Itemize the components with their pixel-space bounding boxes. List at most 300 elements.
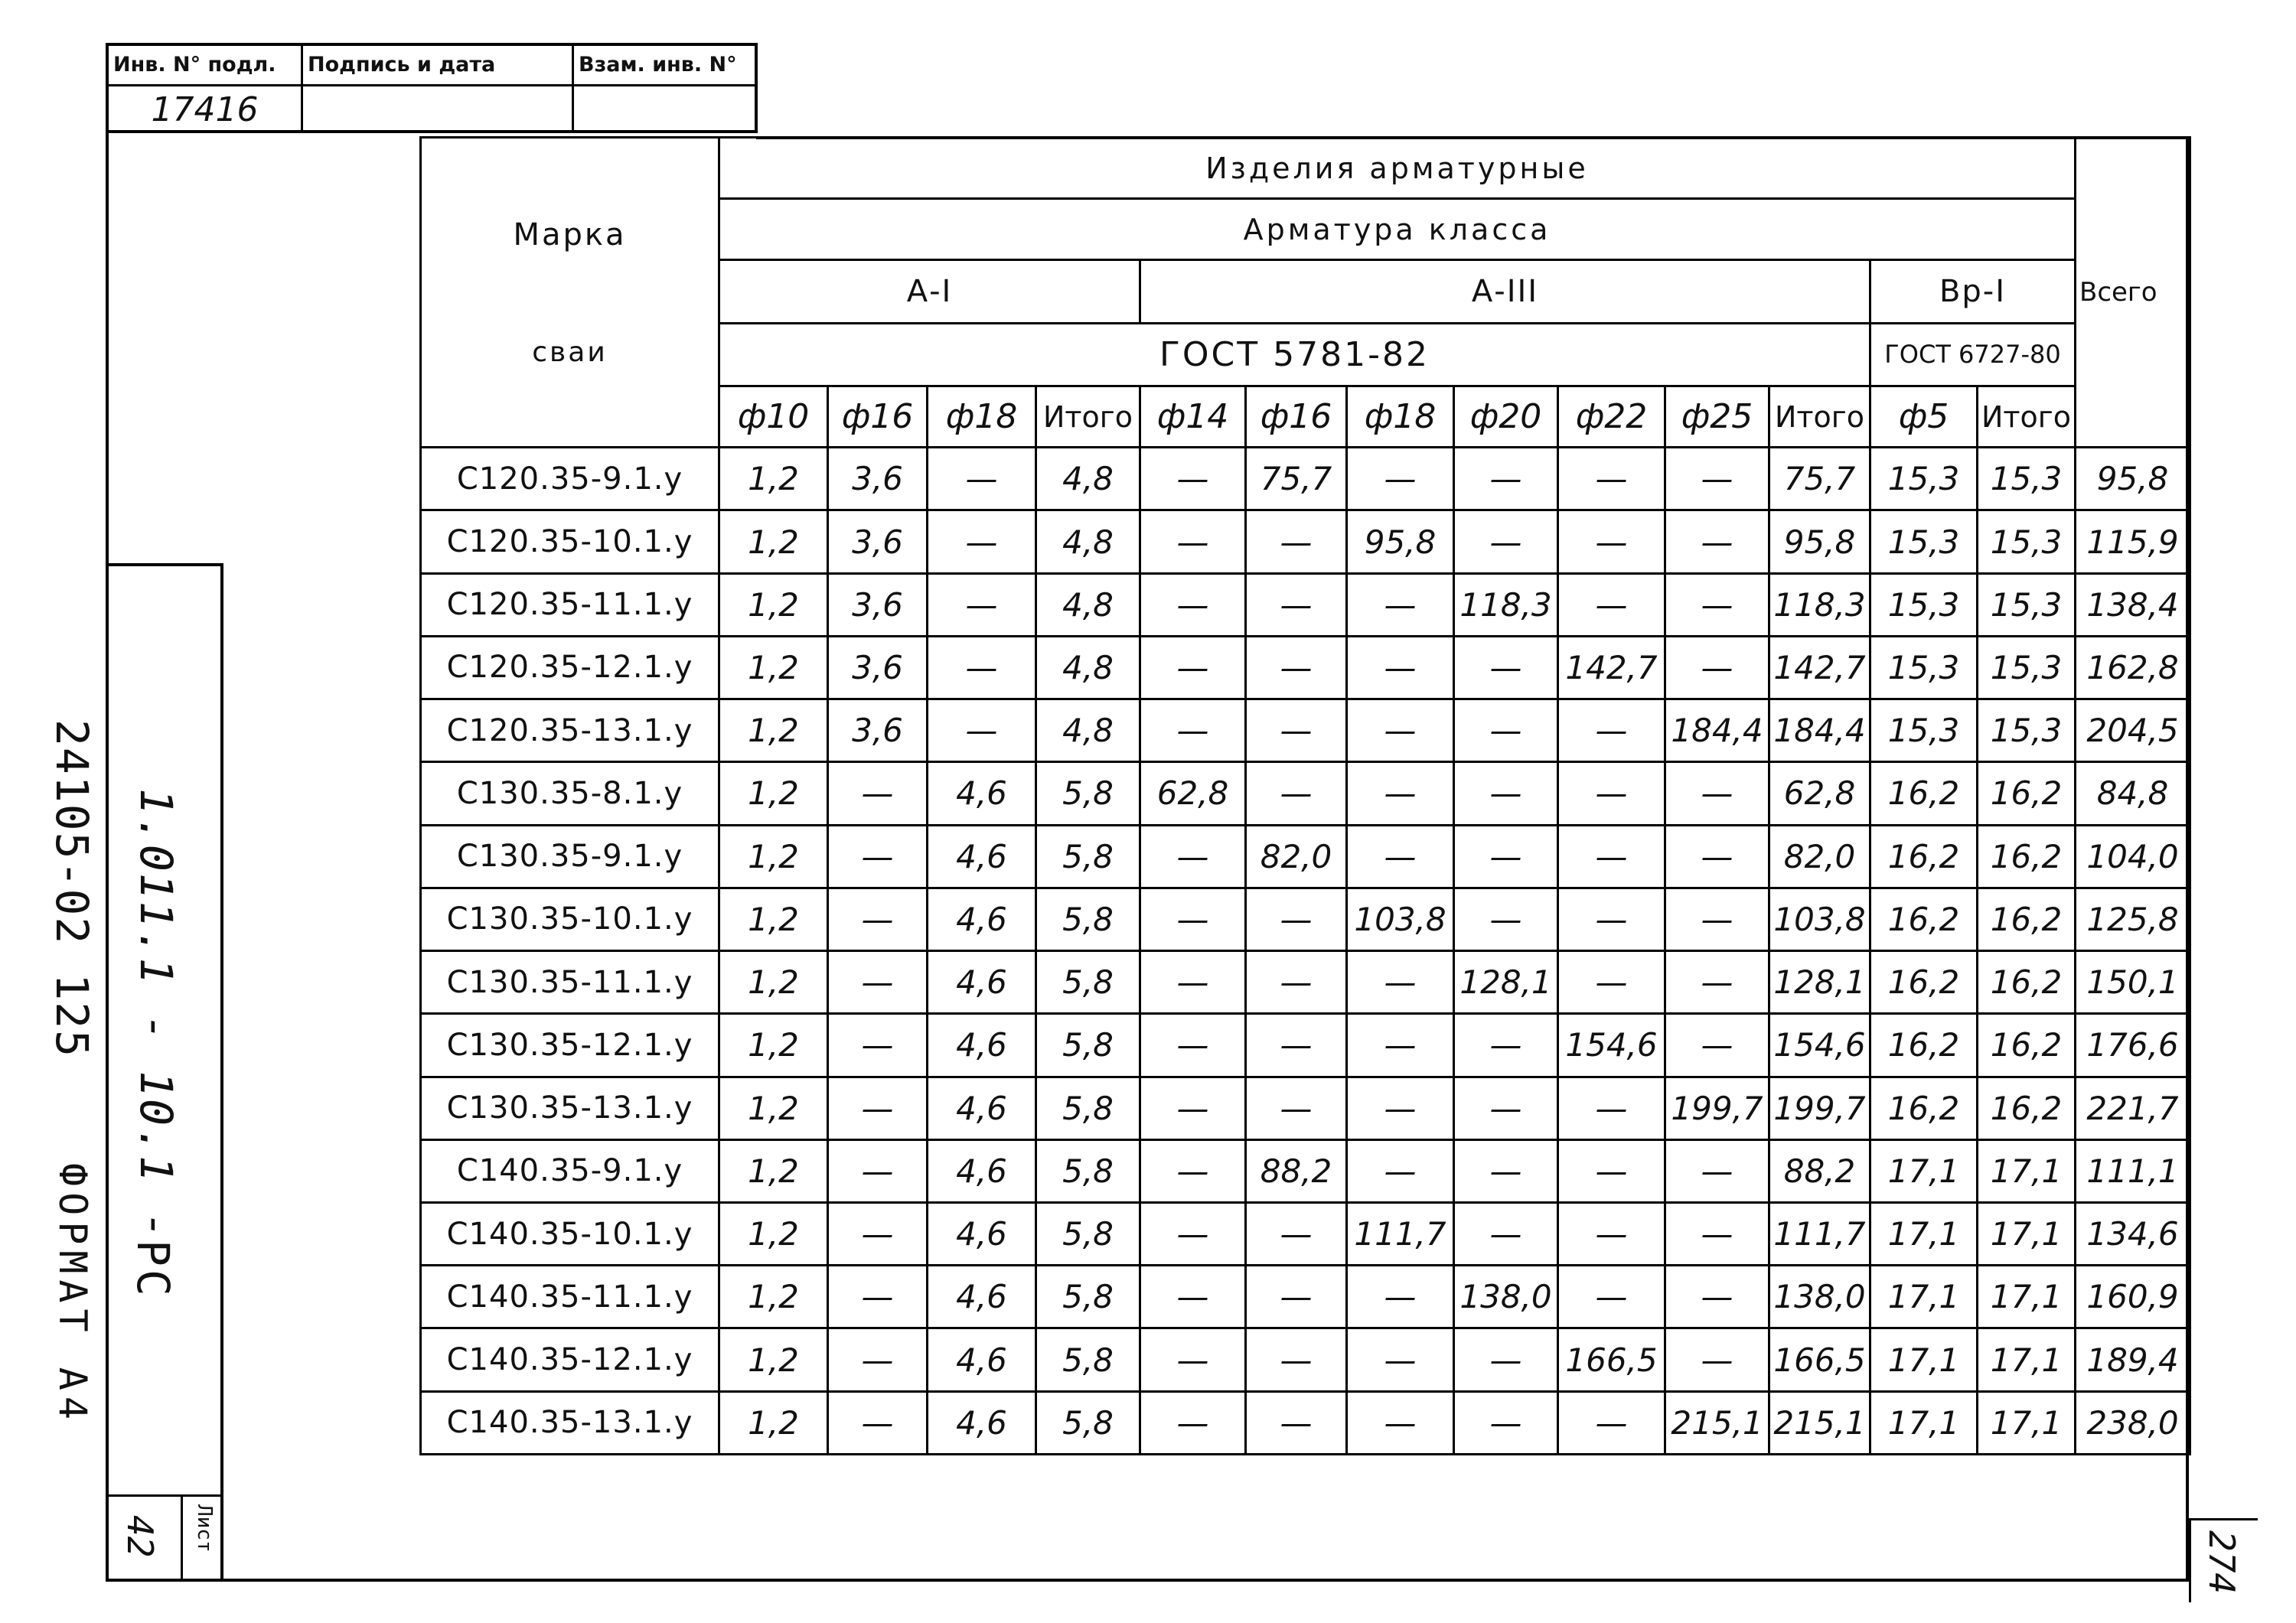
column-header: ф16 [1246,386,1347,447]
value-cell: — [1140,1391,1246,1454]
value-cell: — [1665,1202,1769,1265]
total-cell: 134,6 [2076,1202,2190,1265]
value-cell: 17,1 [1870,1328,1978,1391]
pile-mark-cell: С130.35-9.1.у [421,825,719,888]
value-cell: — [1454,1077,1558,1139]
value-cell: — [1558,888,1665,950]
value-cell: — [1140,1328,1246,1391]
value-cell: 3,6 [828,510,928,573]
value-cell: 17,1 [1870,1202,1978,1265]
value-cell: 3,6 [828,636,928,699]
value-cell: 15,3 [1870,448,1978,510]
mark-header-line2: сваи [532,336,608,368]
value-cell: 184,4 [1665,699,1769,762]
value-cell: 15,3 [1870,699,1978,762]
value-cell: 1,2 [719,825,828,888]
page-number: 274 [2201,1530,2242,1595]
value-cell: 1,2 [719,573,828,636]
value-cell: 103,8 [1769,888,1870,950]
value-cell: 5,8 [1036,1014,1140,1077]
value-cell: 154,6 [1558,1014,1665,1077]
value-cell: — [1140,1014,1246,1077]
value-cell: 16,2 [1870,1077,1978,1139]
value-cell: — [1665,762,1769,825]
table-row [421,448,2190,510]
value-cell: 5,8 [1036,1266,1140,1328]
table-row [421,699,2190,762]
value-cell: 4,6 [928,1391,1036,1454]
value-cell: 16,2 [1978,1077,2076,1139]
value-cell: — [1246,510,1347,573]
value-cell: 5,8 [1036,1391,1140,1454]
side-format: ФОРМАТ А4 [51,1163,95,1426]
value-cell: — [1140,825,1246,888]
value-cell: — [1665,636,1769,699]
pile-mark-cell: С130.35-12.1.у [421,1014,719,1077]
value-cell: — [1665,1266,1769,1328]
column-header: ф25 [1665,386,1769,447]
value-cell: — [1665,1139,1769,1202]
value-cell: 1,2 [719,951,828,1014]
value-cell: 15,3 [1978,699,2076,762]
side-sheet-divider [181,1494,183,1580]
value-cell: 142,7 [1558,636,1665,699]
value-cell: 15,3 [1978,448,2076,510]
value-cell: — [1454,1328,1558,1391]
value-cell: 17,1 [1978,1202,2076,1265]
value-cell: 103,8 [1347,888,1454,950]
total-cell: 162,8 [2076,636,2190,699]
value-cell: 4,6 [928,1202,1036,1265]
total-cell: 95,8 [2076,448,2190,510]
column-header: ф16 [828,386,928,447]
column-header: ф10 [719,386,828,447]
side-sheet-top-line [106,1494,223,1497]
value-cell: 1,2 [719,636,828,699]
value-cell: 1,2 [719,510,828,573]
value-cell: 184,4 [1769,699,1870,762]
value-cell: 4,6 [928,1077,1036,1139]
value-cell: — [1246,1077,1347,1139]
table-row [421,1328,2190,1391]
value-cell: 166,5 [1558,1328,1665,1391]
class-a3-header: А-III [1140,260,1870,323]
value-cell: 16,2 [1978,888,2076,950]
total-cell: 160,9 [2076,1266,2190,1328]
pile-mark-cell: С130.35-10.1.у [421,888,719,950]
side-code-inner: 1.011.1 - 10.1 - [130,788,182,1240]
value-cell: 16,2 [1978,1014,2076,1077]
value-cell: — [1140,888,1246,950]
value-cell: — [828,888,928,950]
value-cell: — [1665,448,1769,510]
value-cell: — [1347,1328,1454,1391]
value-cell: 62,8 [1769,762,1870,825]
column-header: Итого [1036,386,1140,447]
value-cell: 4,6 [928,888,1036,950]
stamp-sign-value [303,86,572,130]
page-number-divider [2189,1518,2258,1520]
table-row [421,762,2190,825]
stamp-replace-cell [574,46,755,130]
total-cell: 238,0 [2076,1391,2190,1454]
total-cell: 138,4 [2076,573,2190,636]
table-row [421,951,2190,1014]
value-cell: 17,1 [1978,1328,2076,1391]
value-cell: 118,3 [1454,573,1558,636]
value-cell: — [1665,573,1769,636]
total-cell: 115,9 [2076,510,2190,573]
mark-header-line1: Марка [513,217,627,253]
pile-mark-cell: С140.35-12.1.у [421,1328,719,1391]
value-cell: — [1246,1266,1347,1328]
value-cell: — [1347,448,1454,510]
value-cell: 5,8 [1036,1077,1140,1139]
value-cell: 16,2 [1978,951,2076,1014]
value-cell: 215,1 [1769,1391,1870,1454]
value-cell: — [1347,636,1454,699]
value-cell: 17,1 [1870,1139,1978,1202]
value-cell: 128,1 [1454,951,1558,1014]
value-cell: — [1454,825,1558,888]
value-cell: — [1246,1391,1347,1454]
value-cell: 17,1 [1870,1266,1978,1328]
side-code-outer: 24105-02 125 [46,719,98,1059]
value-cell: 215,1 [1665,1391,1769,1454]
value-cell: — [1558,510,1665,573]
value-cell: — [928,573,1036,636]
value-cell: 166,5 [1769,1328,1870,1391]
value-cell: — [828,1391,928,1454]
column-header: Итого [1769,386,1870,447]
value-cell: — [1140,1202,1246,1265]
value-cell: — [1558,951,1665,1014]
total-cell: 84,8 [2076,762,2190,825]
stamp-inv-label: Инв. N° подл. [109,46,301,86]
value-cell: — [1454,699,1558,762]
value-cell: — [1665,510,1769,573]
value-cell: 4,6 [928,951,1036,1014]
value-cell: — [1246,1328,1347,1391]
value-cell: — [1454,1202,1558,1265]
value-cell: — [928,448,1036,510]
value-cell: 17,1 [1870,1391,1978,1454]
value-cell: 15,3 [1978,510,2076,573]
value-cell: 1,2 [719,1014,828,1077]
stamp-replace-label: Взам. инв. N° [574,46,755,86]
value-cell: 4,6 [928,1014,1036,1077]
total-cell: 150,1 [2076,951,2190,1014]
value-cell: — [828,825,928,888]
table-row [421,510,2190,573]
pile-mark-cell: С140.35-13.1.у [421,1391,719,1454]
value-cell: — [1347,1391,1454,1454]
value-cell: 15,3 [1870,510,1978,573]
value-cell: 5,8 [1036,762,1140,825]
pile-mark-cell: С120.35-13.1.у [421,699,719,762]
value-cell: — [1246,888,1347,950]
table-row [421,1014,2190,1077]
value-cell: 1,2 [719,1391,828,1454]
value-cell: 16,2 [1870,888,1978,950]
value-cell: — [1558,762,1665,825]
value-cell: 16,2 [1870,825,1978,888]
pile-mark-cell: С140.35-11.1.у [421,1266,719,1328]
value-cell: — [1140,951,1246,1014]
value-cell: — [1558,1202,1665,1265]
value-cell: 4,8 [1036,448,1140,510]
value-cell: 75,7 [1769,448,1870,510]
value-cell: — [1246,1202,1347,1265]
value-cell: — [1347,951,1454,1014]
side-sheet-value: 42 [119,1515,161,1558]
value-cell: 17,1 [1978,1391,2076,1454]
value-cell: — [1140,448,1246,510]
value-cell: 1,2 [719,699,828,762]
value-cell: 88,2 [1246,1139,1347,1202]
gost-a-header: ГОСТ 5781-82 [719,323,1870,386]
value-cell: 3,6 [828,699,928,762]
value-cell: — [828,1266,928,1328]
value-cell: 17,1 [1978,1266,2076,1328]
value-cell: 199,7 [1665,1077,1769,1139]
value-cell: — [1246,762,1347,825]
stamp-sign-cell [303,46,574,130]
value-cell: — [928,636,1036,699]
value-cell: 16,2 [1870,1014,1978,1077]
value-cell: 5,8 [1036,1202,1140,1265]
value-cell: 138,0 [1769,1266,1870,1328]
value-cell: — [1454,1014,1558,1077]
pile-mark-cell: С120.35-12.1.у [421,636,719,699]
value-cell: — [1140,1266,1246,1328]
value-cell: 16,2 [1870,951,1978,1014]
value-cell: — [1558,1266,1665,1328]
table-row [421,888,2190,950]
value-cell: — [1140,1139,1246,1202]
value-cell: 1,2 [719,762,828,825]
value-cell: 1,2 [719,1077,828,1139]
value-cell: — [1246,951,1347,1014]
total-cell: 204,5 [2076,699,2190,762]
value-cell: 4,6 [928,1328,1036,1391]
column-header: Итого [1978,386,2076,447]
total-cell: 111,1 [2076,1139,2190,1202]
value-cell: — [1454,448,1558,510]
value-cell: 75,7 [1246,448,1347,510]
value-cell: 142,7 [1769,636,1870,699]
value-cell: 4,8 [1036,573,1140,636]
pile-mark-cell: С120.35-9.1.у [421,448,719,510]
value-cell: 1,2 [719,1202,828,1265]
approval-stamp [106,43,758,133]
pile-mark-cell: С120.35-11.1.у [421,573,719,636]
value-cell: — [828,1077,928,1139]
side-section: РС [127,1240,179,1299]
stamp-sign-label: Подпись и дата [303,46,572,86]
value-cell: 82,0 [1246,825,1347,888]
value-cell: 15,3 [1870,573,1978,636]
table-row [421,1391,2190,1454]
value-cell: 82,0 [1769,825,1870,888]
pile-mark-cell: С140.35-9.1.у [421,1139,719,1202]
table-row [421,636,2190,699]
value-cell: — [1558,1077,1665,1139]
value-cell: 128,1 [1769,951,1870,1014]
value-cell: 154,6 [1769,1014,1870,1077]
mark-header [421,138,719,448]
side-sheet-label: Лист [193,1504,216,1553]
value-cell: — [1347,1266,1454,1328]
value-cell: 1,2 [719,888,828,950]
value-cell: — [1665,951,1769,1014]
value-cell: 95,8 [1347,510,1454,573]
column-header: ф20 [1454,386,1558,447]
value-cell: 1,2 [719,448,828,510]
stamp-replace-value [574,86,755,130]
value-cell: 95,8 [1769,510,1870,573]
gost-b-header: ГОСТ 6727-80 [1870,323,2076,386]
value-cell: 4,6 [928,1139,1036,1202]
value-cell: 17,1 [1978,1139,2076,1202]
value-cell: — [1454,510,1558,573]
class-a1-header: А-I [719,260,1140,323]
value-cell: — [1665,888,1769,950]
pile-mark-cell: С140.35-10.1.у [421,1202,719,1265]
value-cell: 5,8 [1036,1139,1140,1202]
table-row [421,1139,2190,1202]
value-cell: 4,8 [1036,636,1140,699]
value-cell: 16,2 [1978,825,2076,888]
value-cell: 4,8 [1036,510,1140,573]
table-row [421,1266,2190,1328]
value-cell: — [1665,1014,1769,1077]
value-cell: 118,3 [1769,573,1870,636]
value-cell: 1,2 [719,1266,828,1328]
column-header: ф18 [1347,386,1454,447]
value-cell: 15,3 [1870,636,1978,699]
value-cell: — [1454,888,1558,950]
value-cell: — [1246,699,1347,762]
table-row [421,825,2190,888]
column-header: ф5 [1870,386,1978,447]
total-cell: 221,7 [2076,1077,2190,1139]
value-cell: — [1140,510,1246,573]
value-cell: — [1558,825,1665,888]
rebar-class-header: Арматура класса [719,199,2076,260]
page-number-left-line [2189,1518,2191,1602]
value-cell: — [1558,573,1665,636]
column-header: ф18 [928,386,1036,447]
table-row [421,573,2190,636]
stamp-inv-cell [109,46,303,130]
total-cell: 104,0 [2076,825,2190,888]
value-cell: 4,6 [928,1266,1036,1328]
pile-mark-cell: С130.35-11.1.у [421,951,719,1014]
value-cell: 15,3 [1978,636,2076,699]
value-cell: 1,2 [719,1139,828,1202]
value-cell: 4,6 [928,762,1036,825]
value-cell: — [1454,1139,1558,1202]
value-cell: — [928,699,1036,762]
value-cell: — [1347,1139,1454,1202]
value-cell: — [1347,573,1454,636]
value-cell: — [1140,636,1246,699]
value-cell: — [1454,636,1558,699]
value-cell: 88,2 [1769,1139,1870,1202]
value-cell: 15,3 [1978,573,2076,636]
table-body [421,448,2190,1455]
value-cell: — [1347,1077,1454,1139]
value-cell: — [1558,1391,1665,1454]
value-cell: — [1347,825,1454,888]
value-cell: — [1347,699,1454,762]
value-cell: — [1347,1014,1454,1077]
rebar-spec-table [419,136,2191,1455]
value-cell: 111,7 [1347,1202,1454,1265]
value-cell: 111,7 [1769,1202,1870,1265]
class-bp1-header: Вр-I [1870,260,2076,323]
value-cell: 3,6 [828,573,928,636]
value-cell: — [1454,1391,1558,1454]
value-cell: 3,6 [828,448,928,510]
pile-mark-cell: С130.35-8.1.у [421,762,719,825]
value-cell: — [1454,762,1558,825]
value-cell: — [1246,573,1347,636]
value-cell: — [828,1139,928,1202]
pile-mark-cell: С130.35-13.1.у [421,1077,719,1139]
total-cell: 125,8 [2076,888,2190,950]
value-cell: 5,8 [1036,825,1140,888]
value-cell: — [828,1202,928,1265]
value-cell: — [1558,1139,1665,1202]
value-cell: — [1140,1077,1246,1139]
value-cell: — [828,1328,928,1391]
value-cell: — [1140,573,1246,636]
value-cell: — [1558,448,1665,510]
value-cell: — [1665,1328,1769,1391]
value-cell: — [1140,699,1246,762]
value-cell: 138,0 [1454,1266,1558,1328]
value-cell: 5,8 [1036,1328,1140,1391]
value-cell: 62,8 [1140,762,1246,825]
pile-mark-cell: С120.35-10.1.у [421,510,719,573]
total-header: Всего [2076,138,2190,448]
value-cell: 4,6 [928,825,1036,888]
value-cell: — [1665,825,1769,888]
value-cell: — [828,1014,928,1077]
value-cell: — [1558,699,1665,762]
total-cell: 189,4 [2076,1328,2190,1391]
value-cell: — [1246,1014,1347,1077]
column-header: ф14 [1140,386,1246,447]
stamp-inv-value: 17416 [151,90,259,129]
value-cell: — [1347,762,1454,825]
value-cell: 16,2 [1870,762,1978,825]
value-cell: — [828,762,928,825]
frame-bottom-line [106,1579,2189,1582]
value-cell: 5,8 [1036,951,1140,1014]
column-header: ф22 [1558,386,1665,447]
products-header: Изделия арматурные [719,138,2076,199]
table-row [421,1077,2190,1139]
value-cell: 1,2 [719,1328,828,1391]
total-cell: 176,6 [2076,1014,2190,1077]
value-cell: — [928,510,1036,573]
value-cell: 4,8 [1036,699,1140,762]
value-cell: — [828,951,928,1014]
value-cell: — [1246,636,1347,699]
